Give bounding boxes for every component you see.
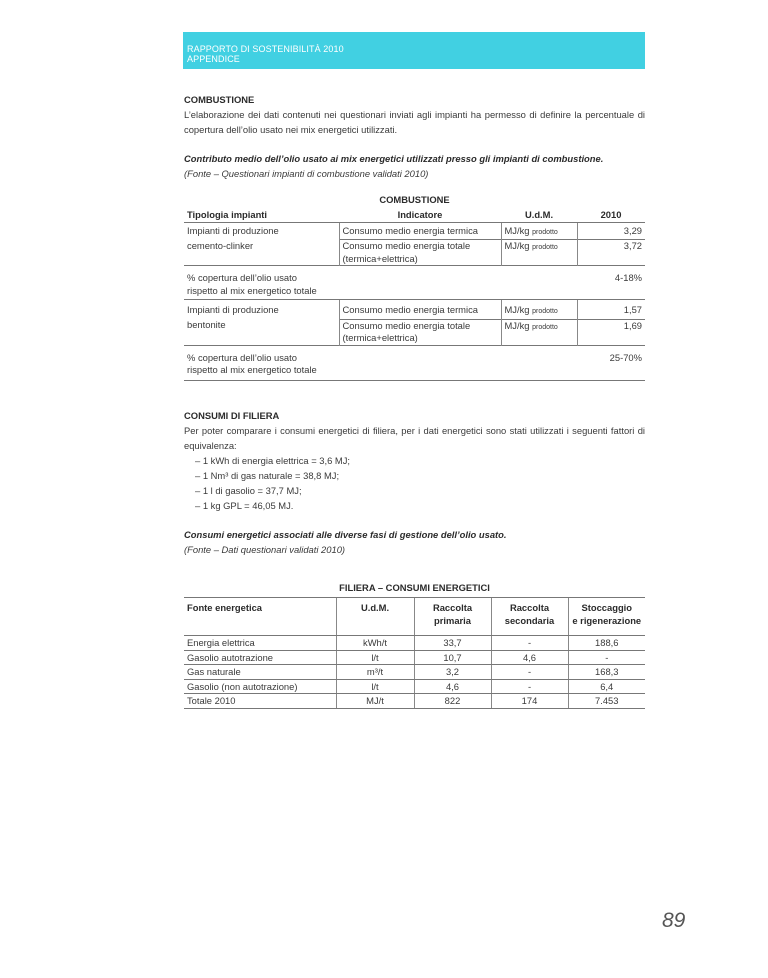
cell	[501, 319, 577, 345]
unit: MJ/kg	[504, 224, 530, 236]
row-label	[184, 266, 577, 300]
list-item: – 1 l di gasolio = 37,7 MJ;	[195, 485, 302, 496]
col-header: Fonte energetica	[184, 598, 336, 636]
cell: 7.453	[568, 694, 645, 709]
col-header: Indicatore	[339, 209, 501, 222]
indicator-line: (termica+elettrica)	[342, 332, 418, 343]
col-header	[414, 598, 491, 636]
cell: 6,4	[568, 679, 645, 694]
cell: 1,69	[577, 319, 645, 345]
coverage-line: % copertura dell’olio usato	[187, 272, 297, 283]
cell: -	[491, 679, 568, 694]
report-header-bar	[183, 32, 645, 69]
coverage-line: % copertura dell’olio usato	[187, 351, 297, 363]
combustione-section	[184, 92, 645, 381]
section-intro: L’elaborazione dei dati contenuti nei questionari inviati agli impianti ha permesso di definire la percentuale di copertura dell’olio usato nei mix energetici utilizzati.	[184, 109, 645, 135]
cell: Consumo medio energia termica	[339, 300, 501, 320]
cell: 168,3	[568, 665, 645, 680]
cell: -	[568, 650, 645, 665]
col-header: 2010	[577, 209, 645, 222]
header-line: Stoccaggio	[581, 602, 633, 613]
table-source: (Fonte – Dati questionari validati 2010)	[184, 544, 346, 555]
table-source: (Fonte – Questionari impianti di combustione validati 2010)	[184, 168, 429, 179]
cell	[339, 240, 501, 266]
col-header	[491, 598, 568, 636]
cell: 4,6	[414, 679, 491, 694]
row-label: Impianti di produzione	[187, 224, 279, 236]
col-header: U.d.M.	[501, 209, 577, 222]
cell	[501, 222, 577, 240]
table-row	[184, 636, 645, 651]
cell: l/t	[336, 650, 414, 665]
section-intro: Per poter comparare i consumi energetici di filiera, per i dati energetici sono stati utilizzati i seguenti fattori di equivalenza:	[184, 425, 645, 451]
header-line: Raccolta	[509, 602, 550, 613]
table-row	[184, 300, 645, 320]
cell: 33,7	[414, 636, 491, 651]
section-title: CONSUMI DI FILIERA	[184, 410, 280, 421]
table-caption: Contributo medio dell’olio usato ai mix energetici utilizzati presso gli impianti di combustione.	[184, 153, 604, 164]
unit-qualifier: prodotto	[532, 244, 558, 251]
coverage-line: rispetto al mix energetico totale	[187, 364, 317, 375]
table-caption: Consumi energetici associati alle diverse fasi di gestione dell’olio usato.	[184, 529, 507, 540]
unit: MJ/kg	[504, 304, 530, 315]
row-label: bentonite	[187, 319, 226, 330]
indicator-line: Consumo medio energia totale	[342, 319, 471, 331]
unit: MJ/kg	[504, 319, 530, 331]
cell: 3,72	[577, 240, 645, 266]
table-row	[184, 319, 645, 345]
unit-qualifier: prodotto	[532, 323, 558, 331]
table-title: COMBUSTIONE	[379, 194, 450, 205]
page-number: 89	[662, 909, 686, 932]
report-section: APPENDICE	[187, 53, 240, 64]
cell: 188,6	[568, 636, 645, 651]
coverage-value: 25-70%	[577, 345, 645, 380]
equivalence-factor-list	[184, 453, 645, 513]
filiera-section	[184, 408, 645, 709]
row-label: Totale 2010	[184, 694, 336, 709]
table-row	[184, 240, 645, 266]
list-item: – 1 kg GPL = 46,05 MJ.	[195, 500, 294, 511]
coverage-row	[184, 345, 645, 380]
table-header-row	[184, 209, 645, 222]
cell: MJ/t	[336, 694, 414, 709]
cell: kWh/t	[336, 636, 414, 651]
row-label: Impianti di produzione	[187, 304, 279, 315]
unit: MJ/kg	[504, 240, 530, 251]
unit-qualifier: prodotto	[532, 228, 558, 236]
list-item: – 1 kWh di energia elettrica = 3,6 MJ;	[195, 455, 351, 466]
cell: 1,57	[577, 300, 645, 320]
cell	[501, 300, 577, 320]
report-title: RAPPORTO DI SOSTENIBILITÀ 2010	[187, 44, 344, 54]
table-row	[184, 679, 645, 694]
cell: 3,29	[577, 222, 645, 240]
table-row	[184, 650, 645, 665]
list-item: – 1 Nm³ di gas naturale = 38,8 MJ;	[195, 470, 340, 481]
indicator-line: (termica+elettrica)	[342, 252, 418, 264]
filiera-table	[184, 597, 645, 709]
unit-qualifier: prodotto	[532, 308, 558, 315]
cell: 4,6	[491, 650, 568, 665]
table-title: FILIERA – CONSUMI ENERGETICI	[339, 582, 490, 593]
header-line: Raccolta	[432, 602, 473, 613]
row-label: Gasolio (non autotrazione)	[184, 679, 336, 694]
header-line: secondaria	[504, 614, 555, 626]
coverage-row	[184, 266, 645, 300]
table-row	[184, 222, 645, 240]
indicator-line: Consumo medio energia totale	[342, 240, 471, 251]
section-title: COMBUSTIONE	[184, 94, 255, 105]
cell: -	[491, 636, 568, 651]
cell: 822	[414, 694, 491, 709]
cell: l/t	[336, 679, 414, 694]
table-row-total	[184, 694, 645, 709]
cell	[339, 319, 501, 345]
table-row	[184, 665, 645, 680]
col-header: U.d.M.	[336, 598, 414, 636]
cell: Consumo medio energia termica	[339, 222, 501, 240]
cell: 3,2	[414, 665, 491, 680]
cell: 10,7	[414, 650, 491, 665]
cell: m³/t	[336, 665, 414, 680]
row-label: Gasolio autotrazione	[184, 650, 336, 665]
col-header: Tipologia impianti	[184, 209, 339, 222]
table-header-row	[184, 598, 645, 636]
cell: -	[491, 665, 568, 680]
coverage-line: rispetto al mix energetico totale	[187, 284, 317, 296]
coverage-value: 4-18%	[577, 266, 645, 300]
row-label	[184, 345, 577, 380]
col-header	[568, 598, 645, 636]
row-label: cemento-clinker	[187, 239, 254, 251]
header-line: e rigenerazione	[572, 614, 642, 626]
row-label: Energia elettrica	[184, 636, 336, 651]
row-label: Gas naturale	[184, 665, 336, 680]
cell: 174	[491, 694, 568, 709]
combustione-table	[184, 209, 645, 381]
header-line: primaria	[434, 614, 471, 626]
cell	[501, 240, 577, 266]
